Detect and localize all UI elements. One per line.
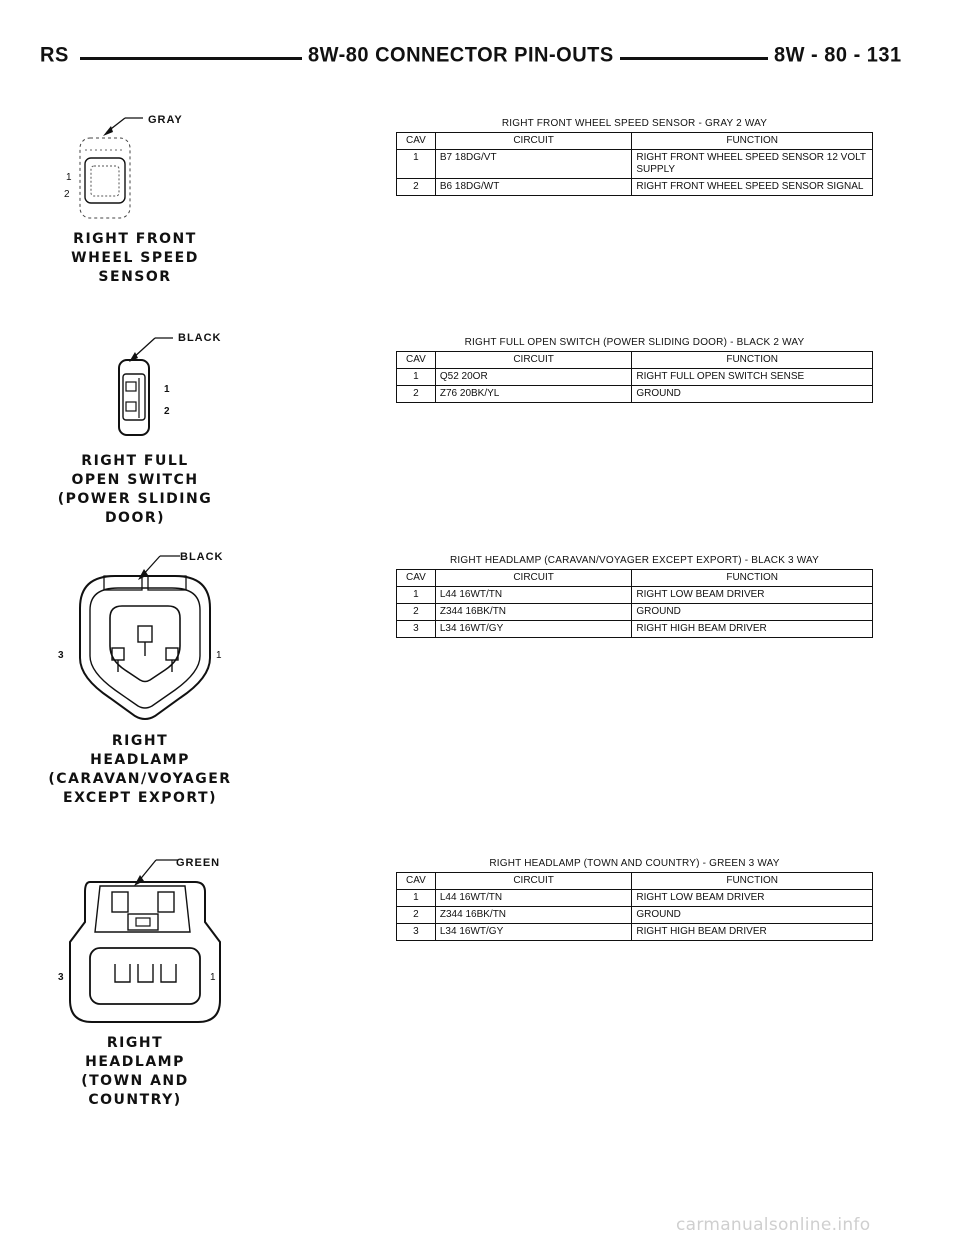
table-row xyxy=(397,621,873,638)
cell-circuit: L44 16WT/TN xyxy=(435,890,631,907)
column-header-cav: CAV xyxy=(397,873,436,890)
cell-cav: 1 xyxy=(397,150,436,179)
table-header-row xyxy=(397,352,873,369)
cell-cav: 1 xyxy=(397,890,436,907)
column-header-cav: CAV xyxy=(397,133,436,150)
pinout-table xyxy=(396,351,873,403)
pin-label-2: 2 xyxy=(64,189,70,200)
cell-cav: 2 xyxy=(397,604,436,621)
connector-caption: RIGHT FULL OPEN SWITCH (POWER SLIDING DOOR) xyxy=(57,453,213,526)
column-header-function: FUNCTION xyxy=(632,873,873,890)
headlamp-caravan-connector-diagram xyxy=(60,548,230,728)
cell-circuit: Z344 16BK/TN xyxy=(435,604,631,621)
cell-circuit: Z76 20BK/YL xyxy=(435,386,631,403)
table-row xyxy=(397,386,873,403)
cell-cav: 3 xyxy=(397,621,436,638)
table-row xyxy=(397,369,873,386)
color-label: BLACK xyxy=(180,551,224,563)
pinout-table xyxy=(396,569,873,638)
column-header-function: FUNCTION xyxy=(632,570,873,587)
table-row xyxy=(397,150,873,179)
cell-cav: 1 xyxy=(397,369,436,386)
pin-label-3: 3 xyxy=(58,650,64,661)
cell-circuit: L34 16WT/GY xyxy=(435,924,631,941)
table-header-row xyxy=(397,873,873,890)
table-row xyxy=(397,604,873,621)
header-page-number: 8W - 80 - 131 xyxy=(768,43,902,68)
page-header xyxy=(40,42,902,74)
color-label: GREEN xyxy=(176,857,221,869)
header-rule-left xyxy=(80,57,305,60)
headlamp-town-country-connector-diagram xyxy=(60,852,230,1032)
table-header-row xyxy=(397,133,873,150)
cell-cav: 2 xyxy=(397,386,436,403)
cell-function: GROUND xyxy=(632,386,873,403)
connector-caption: RIGHT HEADLAMP (TOWN AND COUNTRY) xyxy=(81,1035,189,1108)
cell-function: RIGHT LOW BEAM DRIVER xyxy=(632,890,873,907)
cell-circuit: Q52 20OR xyxy=(435,369,631,386)
connector-caption: RIGHT HEADLAMP (CARAVAN/VOYAGER EXCEPT EXPORT) xyxy=(48,733,232,806)
cell-cav: 3 xyxy=(397,924,436,941)
column-header-cav: CAV xyxy=(397,570,436,587)
header-title: 8W-80 CONNECTOR PIN-OUTS xyxy=(302,43,620,68)
table-row xyxy=(397,179,873,196)
column-header-circuit: CIRCUIT xyxy=(435,133,631,150)
cell-circuit: Z344 16BK/TN xyxy=(435,907,631,924)
cell-cav: 2 xyxy=(397,179,436,196)
cell-function: GROUND xyxy=(632,907,873,924)
column-header-cav: CAV xyxy=(397,352,436,369)
pin-label-1: 1 xyxy=(66,172,72,183)
cell-function: RIGHT FRONT WHEEL SPEED SENSOR 12 VOLT SUPPLY xyxy=(632,150,873,179)
column-header-circuit: CIRCUIT xyxy=(435,873,631,890)
pin-label-2: 2 xyxy=(164,406,170,417)
connector-caption: RIGHT FRONT WHEEL SPEED SENSOR xyxy=(71,231,199,285)
column-header-circuit: CIRCUIT xyxy=(435,570,631,587)
pin-label-3: 3 xyxy=(58,972,64,983)
cell-circuit: L34 16WT/GY xyxy=(435,621,631,638)
cell-circuit: B6 18DG/WT xyxy=(435,179,631,196)
column-header-function: FUNCTION xyxy=(632,133,873,150)
cell-function: RIGHT FRONT WHEEL SPEED SENSOR SIGNAL xyxy=(632,179,873,196)
cell-function: RIGHT LOW BEAM DRIVER xyxy=(632,587,873,604)
column-header-circuit: CIRCUIT xyxy=(435,352,631,369)
cell-function: GROUND xyxy=(632,604,873,621)
header-section-code: RS xyxy=(40,43,69,67)
color-label: GRAY xyxy=(148,114,183,126)
pin-label-1: 1 xyxy=(164,384,170,395)
watermark-link[interactable]: carmanualsonline.info xyxy=(676,1215,871,1235)
pin-label-1: 1 xyxy=(210,972,216,983)
cell-circuit: L44 16WT/TN xyxy=(435,587,631,604)
color-label: BLACK xyxy=(178,332,222,344)
table-title: RIGHT HEADLAMP (CARAVAN/VOYAGER EXCEPT EXPORT) - BLACK 3 WAY xyxy=(449,555,820,566)
full-open-switch-connector-diagram xyxy=(105,330,185,445)
table-title: RIGHT FULL OPEN SWITCH (POWER SLIDING DOOR) - BLACK 2 WAY xyxy=(464,337,805,348)
table-row xyxy=(397,924,873,941)
pinout-table xyxy=(396,132,873,196)
table-row xyxy=(397,907,873,924)
column-header-function: FUNCTION xyxy=(632,352,873,369)
table-row xyxy=(397,587,873,604)
cell-cav: 1 xyxy=(397,587,436,604)
table-title: RIGHT HEADLAMP (TOWN AND COUNTRY) - GREEN 3 WAY xyxy=(489,858,780,869)
pin-label-1: 1 xyxy=(216,650,222,661)
cell-cav: 2 xyxy=(397,907,436,924)
table-title: RIGHT FRONT WHEEL SPEED SENSOR - GRAY 2 WAY xyxy=(501,118,768,129)
cell-function: RIGHT HIGH BEAM DRIVER xyxy=(632,924,873,941)
cell-function: RIGHT FULL OPEN SWITCH SENSE xyxy=(632,369,873,386)
cell-circuit: B7 18DG/VT xyxy=(435,150,631,179)
cell-function: RIGHT HIGH BEAM DRIVER xyxy=(632,621,873,638)
pinout-table xyxy=(396,872,873,941)
table-header-row xyxy=(397,570,873,587)
table-row xyxy=(397,890,873,907)
